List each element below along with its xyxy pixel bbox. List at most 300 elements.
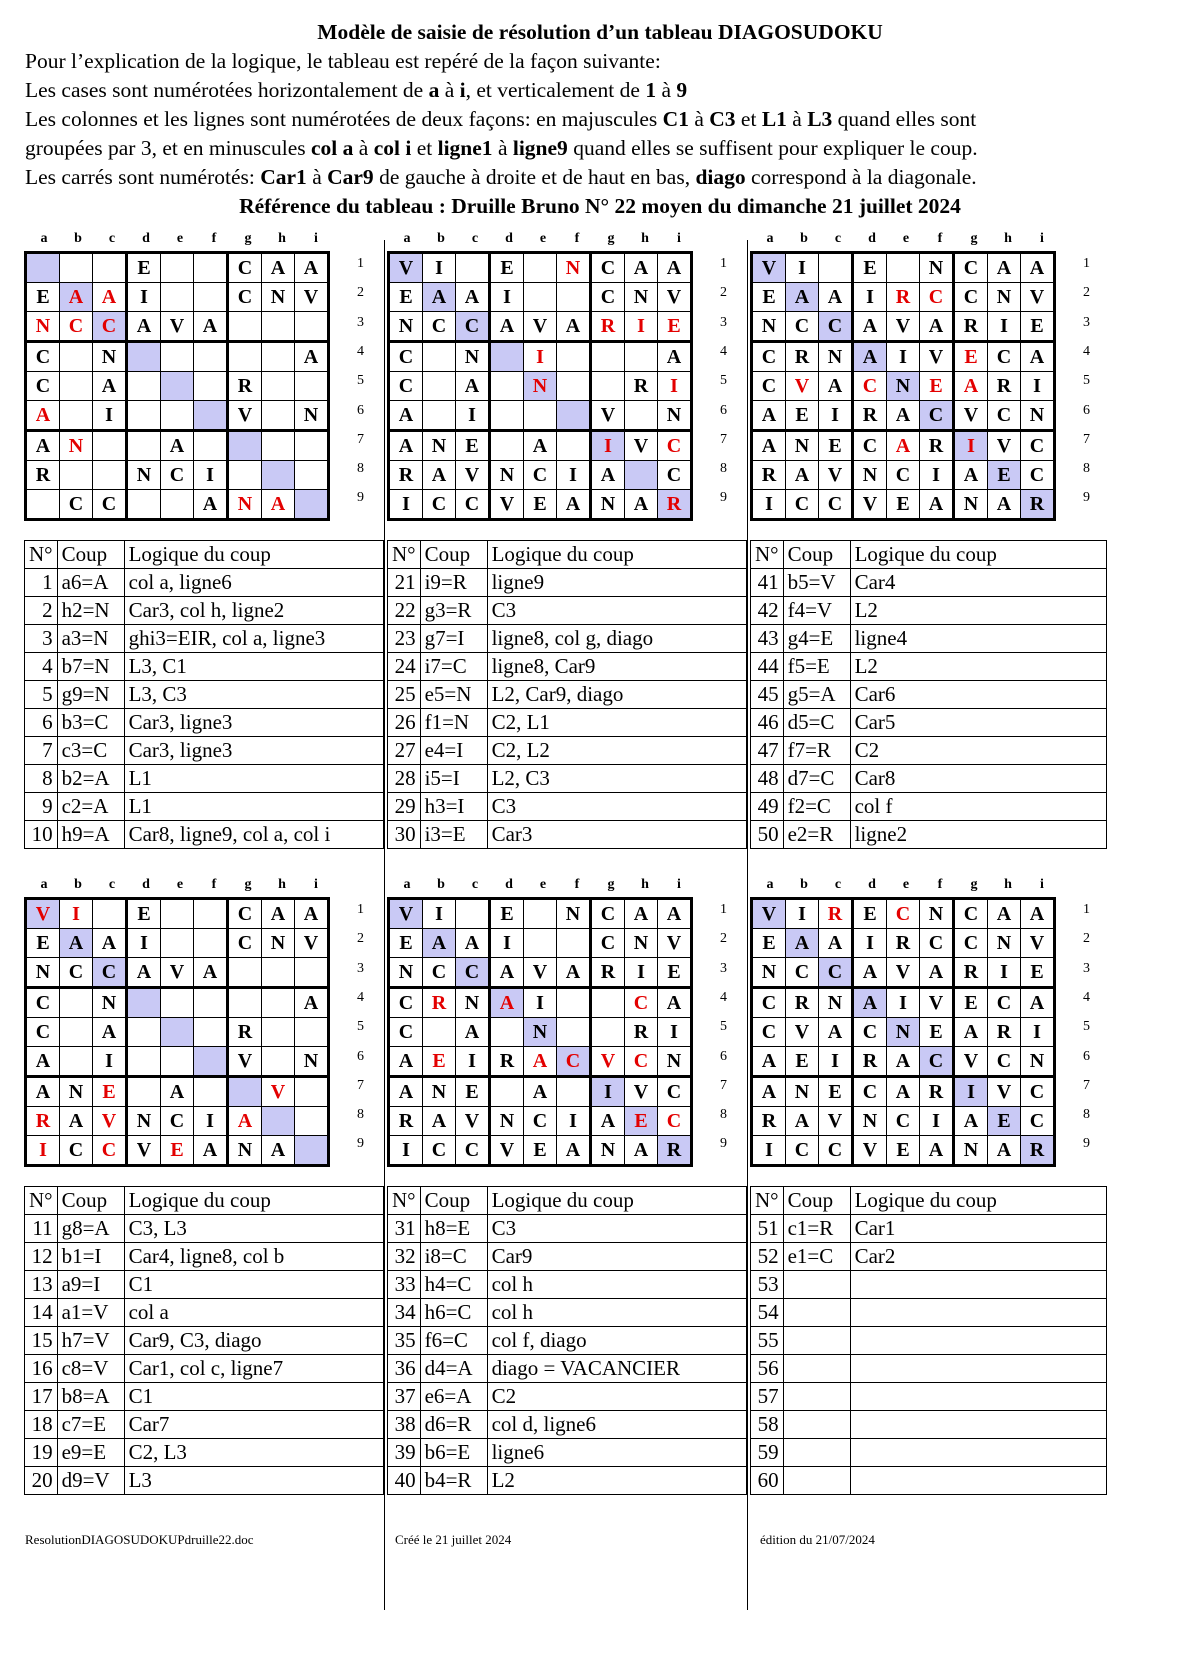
- sudoku-cell: R: [954, 312, 988, 342]
- column-label: c: [471, 231, 479, 246]
- sudoku-cell: N: [819, 988, 853, 1018]
- sudoku-cell: A: [93, 283, 127, 312]
- sudoku-cell: C: [853, 431, 887, 461]
- move-coup: f1=N: [420, 709, 487, 737]
- sudoku-cell: R: [625, 1018, 658, 1047]
- sudoku-cell: A: [60, 1107, 93, 1136]
- sudoku-cell: E: [389, 283, 423, 312]
- move-logic: Car3, ligne3: [124, 737, 383, 765]
- column-label: g: [970, 231, 978, 246]
- move-logic: L2, C3: [487, 765, 746, 793]
- column-label: a: [40, 231, 48, 246]
- column-label: h: [1004, 877, 1012, 892]
- sudoku-cell: I: [423, 253, 456, 283]
- sudoku-cell: C: [920, 401, 954, 431]
- moves-header-cell: N°: [25, 541, 58, 569]
- sudoku-cell: A: [295, 899, 329, 929]
- sudoku-cell: I: [887, 342, 920, 372]
- sudoku-cell: N: [557, 899, 591, 929]
- sudoku-cell: A: [625, 899, 658, 929]
- column-label: d: [142, 231, 150, 246]
- column-label: f: [211, 877, 217, 892]
- sudoku-cell: A: [423, 461, 456, 490]
- row-label: 4: [1083, 343, 1090, 359]
- sudoku-cell: V: [524, 958, 557, 988]
- sudoku-cell: R: [819, 899, 853, 929]
- sudoku-cell: [295, 1018, 329, 1047]
- row-label: 7: [1083, 1077, 1090, 1093]
- column-label: i: [677, 877, 681, 892]
- sudoku-cell: [557, 1018, 591, 1047]
- sudoku-cell: A: [389, 431, 423, 461]
- sudoku-cell: C: [1021, 461, 1055, 490]
- sudoku-cell: [93, 461, 127, 490]
- sudoku-cell: R: [26, 1107, 60, 1136]
- sudoku-cell: [60, 253, 93, 283]
- move-row: [25, 1271, 384, 1299]
- sudoku-cell: I: [658, 372, 692, 401]
- sudoku-cell: A: [524, 431, 557, 461]
- sudoku-cell: A: [819, 1018, 853, 1047]
- move-row: [751, 569, 1107, 597]
- sudoku-cell: A: [591, 1107, 625, 1136]
- move-number: 7: [25, 737, 58, 765]
- sudoku-cell: I: [988, 958, 1021, 988]
- row-label: 4: [720, 989, 727, 1005]
- move-number: 13: [25, 1271, 58, 1299]
- sudoku-cell: E: [819, 431, 853, 461]
- row-label: 1: [357, 256, 364, 271]
- move-number: 28: [388, 765, 421, 793]
- sudoku-cell: [490, 431, 524, 461]
- move-number: 53: [751, 1271, 784, 1299]
- move-row: [388, 1243, 747, 1271]
- sudoku-cell: E: [954, 342, 988, 372]
- move-row: [388, 1215, 747, 1243]
- move-coup: f4=V: [783, 597, 850, 625]
- sudoku-cell: C: [786, 312, 819, 342]
- sudoku-cell: A: [490, 988, 524, 1018]
- move-coup: c3=C: [57, 737, 124, 765]
- sudoku-cell: [557, 283, 591, 312]
- move-coup: b4=R: [420, 1467, 487, 1495]
- move-logic: col a: [124, 1299, 383, 1327]
- sudoku-cell: R: [423, 988, 456, 1018]
- sudoku-cell: C: [752, 1018, 786, 1047]
- row-label: 9: [1083, 1136, 1090, 1152]
- row-label: 3: [357, 314, 364, 330]
- move-logic: L2: [850, 653, 1106, 681]
- moves-table: [387, 1186, 747, 1495]
- move-logic: ligne8, Car9: [487, 653, 746, 681]
- move-coup: g9=N: [57, 681, 124, 709]
- sudoku-cell: C: [423, 312, 456, 342]
- row-label: 5: [357, 373, 364, 389]
- sudoku-cell: A: [389, 1047, 423, 1077]
- sudoku-cell: C: [625, 988, 658, 1018]
- sudoku-cell: I: [954, 431, 988, 461]
- row-label: 8: [720, 1107, 727, 1123]
- move-number: 11: [25, 1215, 58, 1243]
- move-number: 58: [751, 1411, 784, 1439]
- move-row: [388, 653, 747, 681]
- move-number: 25: [388, 681, 421, 709]
- sudoku-cell: C: [591, 283, 625, 312]
- sudoku-cell: V: [262, 1077, 295, 1107]
- sudoku-cell: I: [389, 1136, 423, 1166]
- sudoku-cell: R: [988, 372, 1021, 401]
- move-row: [751, 681, 1107, 709]
- column-label: a: [403, 231, 411, 246]
- sudoku-cell: [161, 929, 194, 958]
- move-row: [751, 1383, 1107, 1411]
- move-number: 6: [25, 709, 58, 737]
- sudoku-cell: A: [389, 401, 423, 431]
- move-row: [25, 1299, 384, 1327]
- sudoku-cell: [60, 1047, 93, 1077]
- sudoku-cell: A: [954, 1107, 988, 1136]
- sudoku-cell: A: [887, 431, 920, 461]
- sudoku-cell: N: [954, 1136, 988, 1166]
- move-coup: i3=E: [420, 821, 487, 849]
- sudoku-cell: C: [389, 342, 423, 372]
- sudoku-cell: I: [456, 401, 490, 431]
- move-number: 44: [751, 653, 784, 681]
- move-coup: [783, 1355, 850, 1383]
- sudoku-cell: A: [194, 1136, 228, 1166]
- sudoku-cell: R: [853, 401, 887, 431]
- row-label: 1: [1083, 902, 1090, 917]
- sudoku-cell: A: [423, 1107, 456, 1136]
- move-number: 39: [388, 1439, 421, 1467]
- sudoku-cell: A: [1021, 988, 1055, 1018]
- move-number: 9: [25, 793, 58, 821]
- sudoku-cell: I: [1021, 1018, 1055, 1047]
- sudoku-cell: V: [228, 401, 262, 431]
- move-logic: Car1: [850, 1215, 1106, 1243]
- move-row: [25, 681, 384, 709]
- sudoku-cell: [295, 372, 329, 401]
- move-number: 5: [25, 681, 58, 709]
- sudoku-cell: [295, 958, 329, 988]
- sudoku-cell: A: [456, 283, 490, 312]
- sudoku-cell: [60, 401, 93, 431]
- moves-header-row: [751, 1187, 1107, 1215]
- sudoku-cell: N: [228, 1136, 262, 1166]
- move-coup: b5=V: [783, 569, 850, 597]
- move-coup: h2=N: [57, 597, 124, 625]
- sudoku-cell: E: [456, 1077, 490, 1107]
- sudoku-grid: [24, 251, 330, 521]
- sudoku-cell: E: [786, 401, 819, 431]
- sudoku-cell: V: [625, 431, 658, 461]
- sudoku-cell: C: [389, 372, 423, 401]
- sudoku-cell: I: [389, 490, 423, 520]
- sudoku-cell: A: [557, 958, 591, 988]
- sudoku-cell: E: [988, 461, 1021, 490]
- sudoku-cell: A: [658, 342, 692, 372]
- sudoku-cell: [161, 988, 194, 1018]
- sudoku-cell: [625, 401, 658, 431]
- row-label: 4: [357, 343, 364, 359]
- sudoku-cell: [524, 283, 557, 312]
- sudoku-cell: A: [658, 899, 692, 929]
- move-row: [388, 597, 747, 625]
- sudoku-cell: N: [752, 958, 786, 988]
- sudoku-cell: N: [591, 1136, 625, 1166]
- move-number: 10: [25, 821, 58, 849]
- move-coup: e6=A: [420, 1383, 487, 1411]
- row-label: 9: [1083, 490, 1090, 506]
- sudoku-cell: [295, 1107, 329, 1136]
- move-row: [751, 709, 1107, 737]
- sudoku-cell: C: [920, 283, 954, 312]
- sudoku-cell: A: [1021, 253, 1055, 283]
- sudoku-cell: [161, 283, 194, 312]
- sudoku-cell: E: [625, 1107, 658, 1136]
- sudoku-cell: A: [625, 1136, 658, 1166]
- column-label: d: [868, 231, 876, 246]
- sudoku-cell: A: [194, 958, 228, 988]
- sudoku-cell: N: [60, 1077, 93, 1107]
- sudoku-cell: C: [228, 929, 262, 958]
- sudoku-cell: C: [93, 312, 127, 342]
- row-label: 3: [357, 960, 364, 976]
- sudoku-cell: C: [60, 490, 93, 520]
- move-row: [388, 1467, 747, 1495]
- move-row: [388, 1299, 747, 1327]
- column-label: b: [800, 231, 808, 246]
- sudoku-cell: [456, 253, 490, 283]
- move-coup: e1=C: [783, 1243, 850, 1271]
- move-coup: h8=E: [420, 1215, 487, 1243]
- move-logic: col h: [487, 1271, 746, 1299]
- sudoku-cell: A: [988, 1136, 1021, 1166]
- sudoku-cell: R: [786, 342, 819, 372]
- move-number: 14: [25, 1299, 58, 1327]
- sudoku-cell: [524, 253, 557, 283]
- sudoku-cell: A: [752, 431, 786, 461]
- sudoku-cell: [262, 1047, 295, 1077]
- sudoku-cell: [456, 899, 490, 929]
- sudoku-cell: [194, 372, 228, 401]
- move-row: [751, 1327, 1107, 1355]
- sudoku-cell: A: [60, 283, 93, 312]
- sudoku-cell: A: [786, 461, 819, 490]
- row-label: 2: [1083, 931, 1090, 947]
- sudoku-grid: [750, 251, 1056, 521]
- row-label: 3: [1083, 960, 1090, 976]
- move-coup: f6=C: [420, 1327, 487, 1355]
- move-coup: a6=A: [57, 569, 124, 597]
- column-label: f: [937, 231, 943, 246]
- sudoku-cell: V: [819, 461, 853, 490]
- sudoku-cell: I: [920, 1107, 954, 1136]
- sudoku-cell: I: [786, 899, 819, 929]
- sudoku-cell: N: [389, 312, 423, 342]
- move-number: 21: [388, 569, 421, 597]
- sudoku-cell: A: [819, 372, 853, 401]
- column-label: g: [244, 877, 252, 892]
- sudoku-cell: [194, 401, 228, 431]
- sudoku-cell: I: [26, 1136, 60, 1166]
- moves-header-cell: Logique du coup: [124, 1187, 383, 1215]
- move-logic: C2: [487, 1383, 746, 1411]
- sudoku-cell: [591, 1018, 625, 1047]
- move-coup: [783, 1327, 850, 1355]
- document-title: Modèle de saisie de résolution d’un tableau DIAGOSUDOKU: [317, 20, 883, 44]
- sudoku-cell: N: [295, 1047, 329, 1077]
- moves-header-cell: Coup: [57, 541, 124, 569]
- sudoku-cell: N: [524, 372, 557, 401]
- sudoku-cell: N: [591, 490, 625, 520]
- sudoku-cell: N: [887, 372, 920, 401]
- move-row: [25, 765, 384, 793]
- sudoku-cell: V: [295, 929, 329, 958]
- sudoku-cell: E: [490, 253, 524, 283]
- sudoku-cell: C: [161, 1107, 194, 1136]
- sudoku-cell: C: [524, 1107, 557, 1136]
- sudoku-cell: C: [988, 401, 1021, 431]
- sudoku-cell: A: [423, 929, 456, 958]
- sudoku-cell: [295, 431, 329, 461]
- sudoku-cell: A: [93, 1018, 127, 1047]
- move-number: 57: [751, 1383, 784, 1411]
- sudoku-cell: A: [920, 1136, 954, 1166]
- column-label: a: [766, 877, 774, 892]
- sudoku-cell: A: [26, 401, 60, 431]
- row-label: 3: [720, 960, 727, 976]
- sudoku-cell: I: [752, 490, 786, 520]
- sudoku-cell: C: [389, 988, 423, 1018]
- sudoku-cell: V: [786, 1018, 819, 1047]
- footer-filename: ResolutionDIAGOSUDOKUPdruille22.doc: [25, 1532, 254, 1547]
- move-coup: e5=N: [420, 681, 487, 709]
- sudoku-cell: C: [920, 1047, 954, 1077]
- sudoku-cell: C: [60, 1136, 93, 1166]
- sudoku-cell: N: [557, 253, 591, 283]
- sudoku-cell: C: [819, 312, 853, 342]
- move-logic: ligne9: [487, 569, 746, 597]
- sudoku-cell: A: [161, 431, 194, 461]
- move-coup: f5=E: [783, 653, 850, 681]
- sudoku-cell: R: [887, 929, 920, 958]
- sudoku-cell: C: [423, 490, 456, 520]
- sudoku-cell: [262, 342, 295, 372]
- sudoku-cell: R: [591, 312, 625, 342]
- sudoku-cell: A: [954, 461, 988, 490]
- move-number: 59: [751, 1439, 784, 1467]
- sudoku-cell: I: [1021, 372, 1055, 401]
- column-label: e: [176, 877, 184, 892]
- move-row: [388, 1271, 747, 1299]
- move-coup: e9=E: [57, 1439, 124, 1467]
- sudoku-cell: [490, 1077, 524, 1107]
- column-label: a: [40, 877, 48, 892]
- move-row: [25, 793, 384, 821]
- sudoku-cell: A: [26, 431, 60, 461]
- sudoku-cell: C: [786, 490, 819, 520]
- column-label: i: [1040, 877, 1044, 892]
- moves-header-row: [751, 541, 1107, 569]
- move-coup: [783, 1299, 850, 1327]
- row-label: 1: [1083, 256, 1090, 271]
- move-row: [751, 1243, 1107, 1271]
- sudoku-cell: E: [920, 372, 954, 401]
- sudoku-cell: A: [752, 1047, 786, 1077]
- intro-cells-line: Les cases sont numérotées horizontalement de a à i, et verticalement de 1 à 9: [25, 78, 688, 102]
- row-label: 8: [1083, 1107, 1090, 1123]
- sudoku-cell: A: [988, 253, 1021, 283]
- sudoku-cell: R: [658, 490, 692, 520]
- move-logic: L2, Car9, diago: [487, 681, 746, 709]
- column-label: f: [937, 877, 943, 892]
- moves-header-cell: Coup: [57, 1187, 124, 1215]
- sudoku-cell: [557, 372, 591, 401]
- move-logic: [850, 1467, 1106, 1495]
- sudoku-cell: C: [887, 1107, 920, 1136]
- sudoku-cell: I: [658, 1018, 692, 1047]
- row-label: 7: [357, 1077, 364, 1093]
- move-number: 29: [388, 793, 421, 821]
- move-row: [751, 1439, 1107, 1467]
- sudoku-cell: [295, 312, 329, 342]
- sudoku-cell: [524, 899, 557, 929]
- sudoku-cell: [161, 253, 194, 283]
- sudoku-cell: E: [490, 899, 524, 929]
- row-label: 9: [357, 490, 364, 506]
- sudoku-cell: R: [490, 1047, 524, 1077]
- sudoku-cell: N: [490, 1107, 524, 1136]
- move-row: [388, 1327, 747, 1355]
- move-number: 41: [751, 569, 784, 597]
- moves-header-cell: Coup: [420, 541, 487, 569]
- move-logic: L3, C1: [124, 653, 383, 681]
- move-row: [25, 821, 384, 849]
- sudoku-cell: R: [228, 372, 262, 401]
- sudoku-cell: [161, 1047, 194, 1077]
- document-header: [0, 18, 1200, 221]
- sudoku-cell: [557, 401, 591, 431]
- move-number: 40: [388, 1467, 421, 1495]
- move-number: 24: [388, 653, 421, 681]
- move-number: 12: [25, 1243, 58, 1271]
- move-row: [751, 737, 1107, 765]
- move-row: [25, 1439, 384, 1467]
- move-logic: L2: [850, 597, 1106, 625]
- column-label: c: [108, 231, 116, 246]
- sudoku-cell: C: [658, 1077, 692, 1107]
- sudoku-cell: I: [194, 461, 228, 490]
- column-label: b: [74, 231, 82, 246]
- sudoku-cell: A: [490, 312, 524, 342]
- moves-header-cell: Coup: [783, 1187, 850, 1215]
- sudoku-cell: [262, 431, 295, 461]
- footer-edition: édition du 21/07/2024: [760, 1532, 875, 1547]
- move-coup: h7=V: [57, 1327, 124, 1355]
- column-label: f: [574, 877, 580, 892]
- sudoku-cell: I: [853, 929, 887, 958]
- sudoku-cell: V: [988, 431, 1021, 461]
- sudoku-cell: C: [954, 899, 988, 929]
- sudoku-cell: E: [456, 431, 490, 461]
- sudoku-cell: I: [60, 899, 93, 929]
- sudoku-cell: [819, 253, 853, 283]
- sudoku-cell: N: [423, 431, 456, 461]
- move-coup: h3=I: [420, 793, 487, 821]
- column-label: c: [471, 877, 479, 892]
- sudoku-cell: C: [920, 929, 954, 958]
